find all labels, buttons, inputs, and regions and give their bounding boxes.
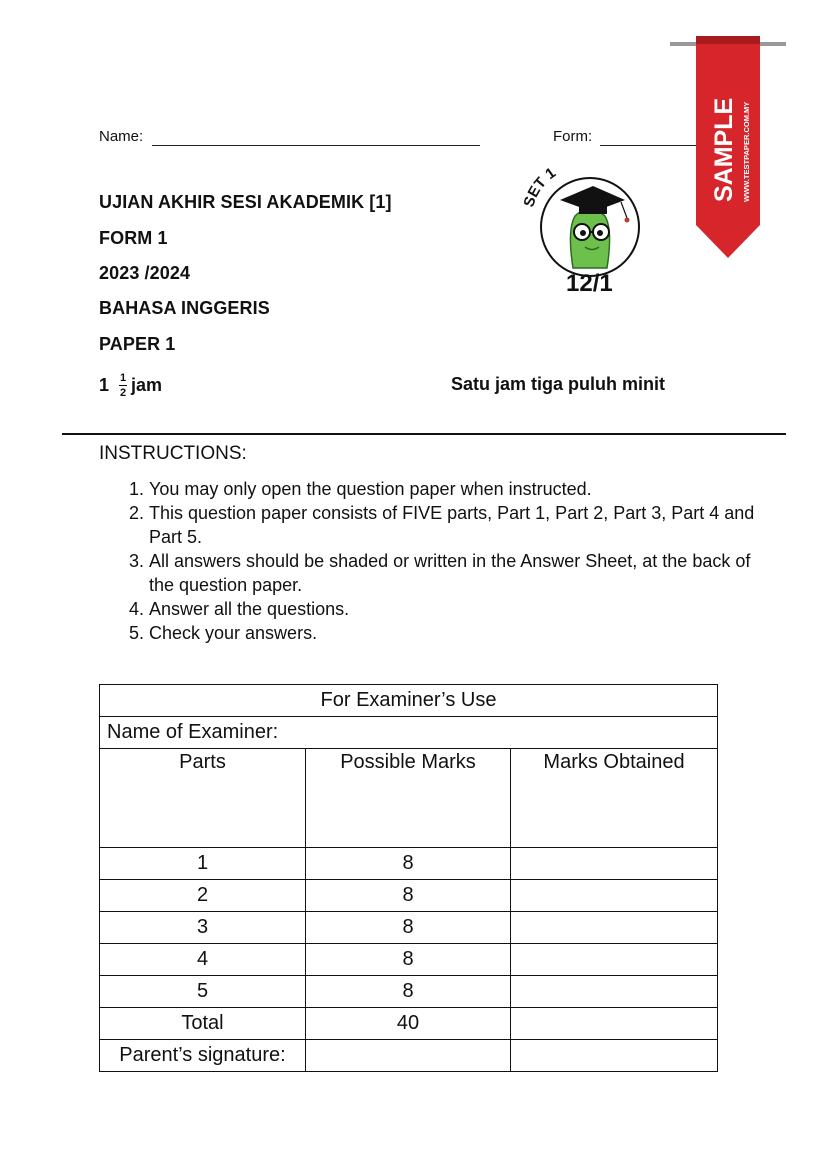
paper-number: PAPER 1 — [99, 334, 176, 354]
instruction-item: 3. All answers should be shaded or written in the Answer Sheet, at the back of the question paper. — [149, 549, 769, 597]
total-row — [100, 1008, 718, 1040]
obtained-cell[interactable] — [511, 944, 718, 976]
table-row — [100, 944, 718, 976]
ribbon-label: SAMPLE — [710, 97, 738, 202]
header-parts: Parts — [100, 749, 306, 848]
instruction-item: 2. This question paper consists of FIVE parts, Part 1, Part 2, Part 3, Part 4 and Part 5. — [149, 501, 769, 549]
paper-code: 12/1 — [566, 270, 613, 297]
table-title-row — [100, 685, 718, 717]
part-cell: 4 — [100, 944, 306, 976]
part-cell: 1 — [100, 848, 306, 880]
part-cell: 2 — [100, 880, 306, 912]
fraction-denominator: 2 — [119, 387, 127, 399]
fraction-bar — [119, 385, 127, 386]
examiner-name-label: Name of Examiner: — [100, 717, 718, 749]
obtained-cell[interactable] — [511, 880, 718, 912]
duration-fraction — [119, 372, 127, 399]
instruction-item: 4. Answer all the questions. — [149, 597, 769, 621]
sample-ribbon — [668, 30, 788, 270]
obtained-cell[interactable] — [511, 848, 718, 880]
name-label: Name: — [99, 128, 144, 145]
total-possible: 40 — [306, 1008, 511, 1040]
table-row — [100, 848, 718, 880]
table-header-row — [100, 749, 718, 848]
instruction-item: 1. You may only open the question paper when instructed. — [149, 477, 769, 501]
signature-extra-cell[interactable] — [511, 1040, 718, 1072]
possible-cell: 8 — [306, 912, 511, 944]
part-cell: 3 — [100, 912, 306, 944]
obtained-cell[interactable] — [511, 976, 718, 1008]
possible-cell: 8 — [306, 880, 511, 912]
duration-whole: 1 — [99, 375, 110, 395]
table-row — [100, 880, 718, 912]
obtained-cell[interactable] — [511, 912, 718, 944]
instructions-list — [99, 477, 769, 645]
examiner-table — [99, 684, 718, 1072]
duration-words: Satu jam tiga puluh minit — [451, 374, 666, 394]
header-marks-obtained: Marks Obtained — [511, 749, 718, 848]
total-obtained[interactable] — [511, 1008, 718, 1040]
form-level: FORM 1 — [99, 228, 168, 248]
signature-cell[interactable] — [306, 1040, 511, 1072]
section-divider — [62, 433, 786, 435]
name-field[interactable] — [152, 145, 480, 146]
duration-unit: jam — [131, 375, 163, 395]
form-label: Form: — [553, 128, 593, 145]
header-possible-marks: Possible Marks — [306, 749, 511, 848]
signature-row — [100, 1040, 718, 1072]
table-row — [100, 976, 718, 1008]
examiner-name-row — [100, 717, 718, 749]
subject-name: BAHASA INGGERIS — [99, 298, 270, 318]
possible-cell: 8 — [306, 944, 511, 976]
part-cell: 5 — [100, 976, 306, 1008]
total-label: Total — [100, 1008, 306, 1040]
fraction-numerator: 1 — [119, 372, 127, 384]
exam-title: UJIAN AKHIR SESI AKADEMIK [1] — [99, 192, 392, 212]
duration — [99, 372, 162, 399]
set-label: SET 1 — [520, 164, 560, 210]
academic-year: 2023 /2024 — [99, 263, 191, 283]
possible-cell: 8 — [306, 976, 511, 1008]
instructions-title: INSTRUCTIONS: — [99, 443, 247, 464]
table-title: For Examiner’s Use — [100, 685, 718, 717]
ribbon-site: WWW.TESTPAPER.COM.MY — [742, 101, 751, 202]
table-row — [100, 912, 718, 944]
instruction-item: 5. Check your answers. — [149, 621, 769, 645]
possible-cell: 8 — [306, 848, 511, 880]
signature-label: Parent’s signature: — [100, 1040, 306, 1072]
